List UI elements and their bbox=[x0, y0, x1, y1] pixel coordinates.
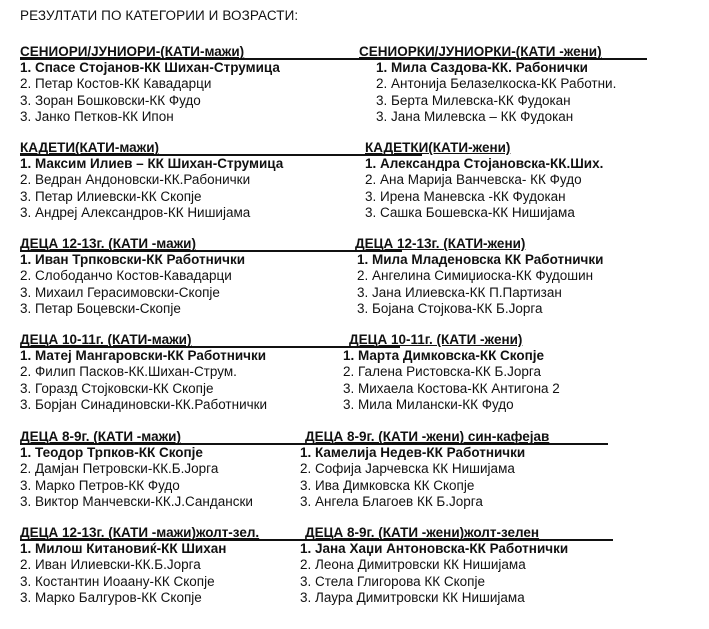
right-category bbox=[359, 44, 616, 125]
result-item: 2. Галена Ристовска-КК Б.Јорга bbox=[343, 364, 541, 380]
category-header: ДЕЦА 10-11г. (КАТИ -жени) bbox=[349, 332, 523, 347]
result-item: 3. Јана Илиевска-КК П.Партизан bbox=[357, 284, 562, 300]
result-item: 1. Камелија Недев-КК Работнички bbox=[300, 445, 526, 460]
result-item: 2. Филип Пасков-КК.Шихан-Струм. bbox=[20, 364, 237, 380]
result-item: 1. Максим Илиев – КК Шихан-Струмица bbox=[20, 156, 284, 171]
result-item: 2. Слободанчо Костов-Кавадарци bbox=[20, 268, 232, 284]
category-header: СЕНИОРКИ/ЈУНИОРКИ-(КАТИ -жени) bbox=[359, 44, 602, 59]
result-item: 3. Ангела Благоев КК Б.Јорга bbox=[300, 493, 483, 509]
result-item: 3. Ирена Маневска -КК Фудокан bbox=[365, 188, 566, 204]
category-block bbox=[0, 140, 709, 232]
right-category bbox=[355, 236, 603, 317]
result-item: 3. Горазд Стојковски-КК Скопје bbox=[20, 380, 214, 396]
category-header: ДЕЦА 12-13г. (КАТИ-жени) bbox=[355, 236, 526, 251]
right-category bbox=[365, 140, 603, 221]
result-item: 2. Антонија Белазелкоска-КК Работни. bbox=[376, 76, 617, 92]
category-header: КАДЕТКИ(КАТИ-жени) bbox=[365, 140, 511, 155]
result-item: 3. Марко Петров-КК Фудо bbox=[20, 477, 180, 493]
result-item: 3. Виктор Манчевски-КК.Ј.Сандански bbox=[20, 493, 253, 509]
result-item: 3. Михаил Герасимовски-Скопје bbox=[20, 284, 220, 300]
result-item: 2. Леона Димитровски КК Нишијама bbox=[300, 557, 526, 573]
category-header: ДЕЦА 12-13г. (КАТИ -мажи) bbox=[20, 236, 196, 251]
result-item: 2. Иван Илиевски-КК.Б.Јорга bbox=[20, 557, 201, 573]
result-item: 3. Михаела Костова-КК Антигона 2 bbox=[343, 380, 560, 396]
result-item: 3. Сашка Бошевска-КК Нишијама bbox=[365, 204, 575, 220]
left-category bbox=[20, 140, 283, 221]
result-item: 3. Ива Димковска КК Скопје bbox=[300, 477, 475, 493]
category-header: ДЕЦА 8-9г. (КАТИ -жени)жолт-зелен bbox=[305, 525, 540, 540]
result-item: 2. Ведран Андоновски-КК.Рабонички bbox=[20, 172, 251, 188]
left-category bbox=[20, 236, 245, 317]
category-block bbox=[0, 236, 709, 328]
result-item: 1. Мила Младеновска КК Работнички bbox=[357, 252, 604, 267]
result-item: 3. Андреј Александров-КК Нишијама bbox=[20, 204, 251, 220]
category-header: СЕНИОРИ/ЈУНИОРИ-(КАТИ-мажи) bbox=[20, 44, 245, 59]
result-item: 3. Петар Боцевски-Скопје bbox=[20, 300, 181, 316]
result-item: 3. Јанко Петков-КК Ипон bbox=[20, 108, 174, 124]
left-category bbox=[20, 44, 280, 125]
result-item: 1. Иван Трпковски-КК Работнички bbox=[20, 252, 245, 267]
result-item: 1. Марта Димковска-КК Скопје bbox=[343, 348, 545, 363]
result-item: 3. Мила Милански-КК Фудо bbox=[343, 396, 514, 412]
result-item: 1. Матеј Мангаровски-КК Работнички bbox=[20, 348, 267, 363]
left-category bbox=[20, 332, 267, 413]
result-item: 1. Теодор Трпков-КК Скопје bbox=[20, 445, 203, 460]
result-item: 2. Софија Јарчевска КК Нишијама bbox=[300, 461, 515, 477]
category-header: ДЕЦА 8-9г. (КАТИ -жени) син-кафејав bbox=[305, 429, 550, 444]
result-item: 3. Костантин Иоаану-КК Скопје bbox=[20, 573, 215, 589]
result-item: 2. Петар Костов-КК Кавадарци bbox=[20, 76, 212, 92]
right-category bbox=[343, 332, 560, 413]
category-header: ДЕЦА 8-9г. (КАТИ -мажи) bbox=[20, 429, 181, 444]
result-item: 1. Александра Стојановска-КК.Ших. bbox=[365, 156, 604, 171]
result-item: 2. Ангелина Симиџиоска-КК Фудошин bbox=[357, 268, 594, 284]
right-category bbox=[300, 525, 569, 606]
result-item: 1. Спасе Стојанов-КК Шихан-Струмица bbox=[20, 60, 280, 75]
category-header: КАДЕТИ(КАТИ-мажи) bbox=[20, 140, 160, 155]
result-item: 3. Јана Милевска – КК Фудокан bbox=[376, 108, 574, 124]
result-item: 1. Милош Китановиќ-КК Шихан bbox=[20, 541, 227, 556]
result-item: 2. Дамјан Петровски-КК.Б.Јорга bbox=[20, 461, 219, 477]
result-item: 3. Марко Балгуров-КК Скопје bbox=[20, 589, 202, 605]
result-item: 3. Стела Глигорова КК Скопје bbox=[300, 573, 485, 589]
category-header: ДЕЦА 12-13г. (КАТИ -мажи)жолт-зел. bbox=[20, 525, 260, 540]
result-item: 3. Борјан Синадиновски-КК.Работнички bbox=[20, 396, 268, 412]
result-item: 1. Мила Саздова-КК. Рабонички bbox=[376, 60, 588, 75]
result-item: 3. Берта Милевска-КК Фудокан bbox=[376, 92, 571, 108]
result-item: 1. Јана Хаџи Антоновска-КК Работнички bbox=[300, 541, 569, 556]
category-block bbox=[0, 332, 709, 424]
left-category bbox=[20, 525, 259, 606]
result-item: 3. Петар Илиевски-КК Скопје bbox=[20, 188, 202, 204]
result-item: 2. Ана Марија Ванчевска- КК Фудо bbox=[365, 172, 582, 188]
result-item: 3. Зоран Бошковски-КК Фудо bbox=[20, 92, 201, 108]
result-item: 3. Лаура Димитровски КК Нишијама bbox=[300, 589, 525, 605]
category-header: ДЕЦА 10-11г. (КАТИ-мажи) bbox=[20, 332, 192, 347]
right-category bbox=[300, 429, 550, 510]
category-block bbox=[0, 44, 709, 136]
page-title: РЕЗУЛТАТИ ПО КАТЕГОРИИ И ВОЗРАСТИ: bbox=[20, 8, 299, 23]
category-block bbox=[0, 429, 709, 521]
category-block bbox=[0, 525, 709, 617]
result-item: 3. Бојана Стојкова-КК Б.Јорга bbox=[357, 300, 543, 316]
left-category bbox=[20, 429, 253, 510]
